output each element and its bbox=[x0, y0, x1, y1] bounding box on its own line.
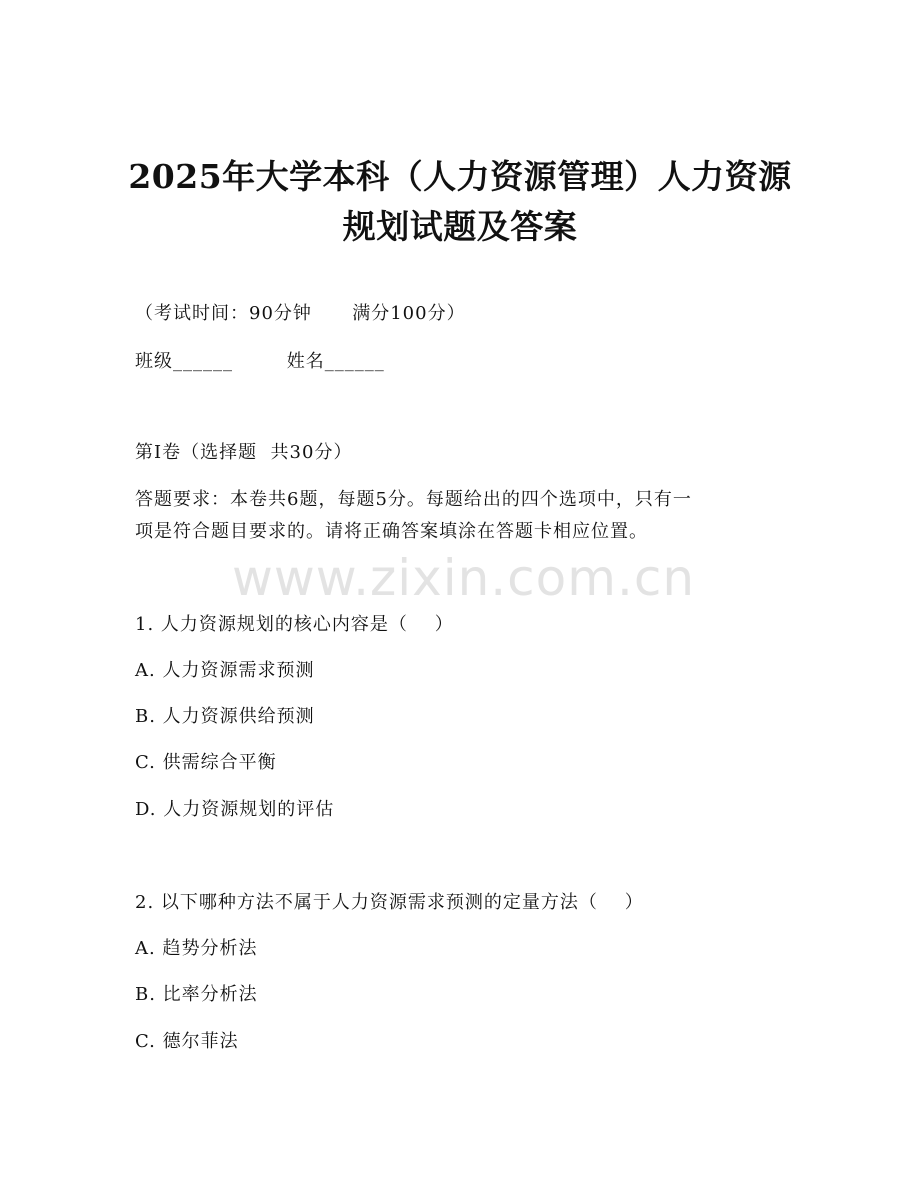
question-2-option-a: A. 趋势分析法 bbox=[135, 938, 258, 959]
document-title-line-1: 2025年大学本科（人力资源管理）人力资源 bbox=[128, 157, 792, 196]
class-name-fields: 班级______ 姓名______ bbox=[135, 351, 385, 372]
document-title-line-2: 规划试题及答案 bbox=[342, 207, 578, 246]
question-1-option-a: A. 人力资源需求预测 bbox=[135, 660, 315, 681]
section-heading: 第I卷（选择题 共30分） bbox=[135, 442, 353, 463]
watermark: www.zixin.com.cn bbox=[232, 549, 696, 607]
question-1-option-c: C. 供需综合平衡 bbox=[135, 752, 277, 773]
instructions-line-2: 项是符合题目要求的。请将正确答案填涂在答题卡相应位置。 bbox=[135, 521, 648, 542]
exam-info: （考试时间：90分钟 满分100分） bbox=[135, 303, 466, 324]
question-2-option-c: C. 德尔菲法 bbox=[135, 1031, 239, 1052]
question-1-option-d: D. 人力资源规划的评估 bbox=[135, 799, 335, 820]
question-2-option-b: B. 比率分析法 bbox=[135, 984, 258, 1005]
question-1-stem: 1. 人力资源规划的核心内容是（ ） bbox=[135, 614, 454, 635]
question-1-option-b: B. 人力资源供给预测 bbox=[135, 706, 315, 727]
instructions-line-1: 答题要求：本卷共6题，每题5分。每题给出的四个选项中，只有一 bbox=[135, 489, 692, 510]
question-2-stem: 2. 以下哪种方法不属于人力资源需求预测的定量方法（ ） bbox=[135, 892, 644, 913]
